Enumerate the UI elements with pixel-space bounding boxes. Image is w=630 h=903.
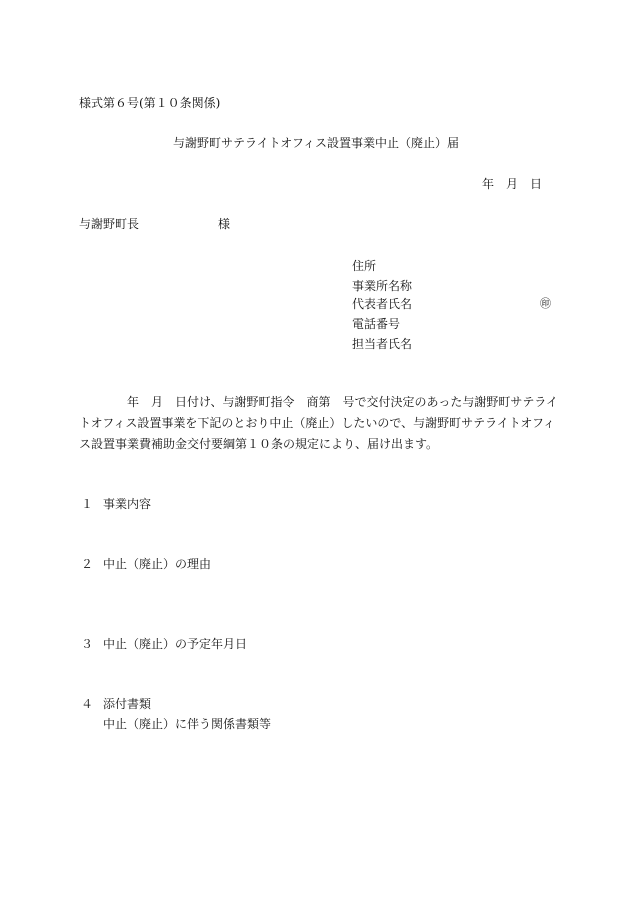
item-2-label: 中止（廃止）の理由 bbox=[103, 557, 212, 571]
addressee-name: 与謝野町長 bbox=[79, 217, 140, 231]
item-3-label: 中止（廃止）の予定年月日 bbox=[103, 637, 248, 651]
body-line-2: トオフィス設置事業を下記のとおり中止（廃止）したいので、与謝野町サテライトオフィ bbox=[79, 416, 556, 430]
address-label: 住所 bbox=[352, 259, 377, 273]
office-name-label: 事業所名称 bbox=[352, 279, 413, 293]
item-2-number: ２ bbox=[81, 557, 94, 571]
item-4-number: ４ bbox=[81, 697, 94, 711]
item-3-number: ３ bbox=[81, 637, 94, 651]
item-2 bbox=[81, 558, 211, 570]
phone-label: 電話番号 bbox=[352, 317, 401, 331]
representative-label: 代表者氏名 bbox=[352, 297, 413, 311]
item-4 bbox=[81, 698, 151, 710]
body-line-1: 年 月 日付け、与謝野町指令 商第 号で交付決定のあった与謝野町サテライ bbox=[127, 395, 559, 409]
item-4-label: 添付書類 bbox=[103, 697, 152, 711]
item-1 bbox=[81, 498, 151, 510]
item-3 bbox=[81, 638, 247, 650]
form-number: 様式第６号(第１０条関係) bbox=[79, 96, 221, 110]
body-line-3: ス設置事業費補助金交付要綱第１０条の規定により、届け出ます。 bbox=[79, 437, 439, 451]
seal-mark: ㊞ bbox=[540, 297, 551, 310]
item-1-label: 事業内容 bbox=[103, 497, 152, 511]
item-1-number: １ bbox=[81, 497, 94, 511]
body-paragraph bbox=[79, 395, 559, 459]
attachment-detail: 中止（廃止）に伴う関係書類等 bbox=[103, 717, 272, 731]
document-title: 与謝野町サテライトオフィス設置事業中止（廃止）届 bbox=[173, 136, 459, 150]
contact-person-label: 担当者氏名 bbox=[352, 337, 413, 351]
addressee-honorific: 様 bbox=[218, 217, 231, 231]
date-line: 年 月 日 bbox=[482, 177, 543, 191]
